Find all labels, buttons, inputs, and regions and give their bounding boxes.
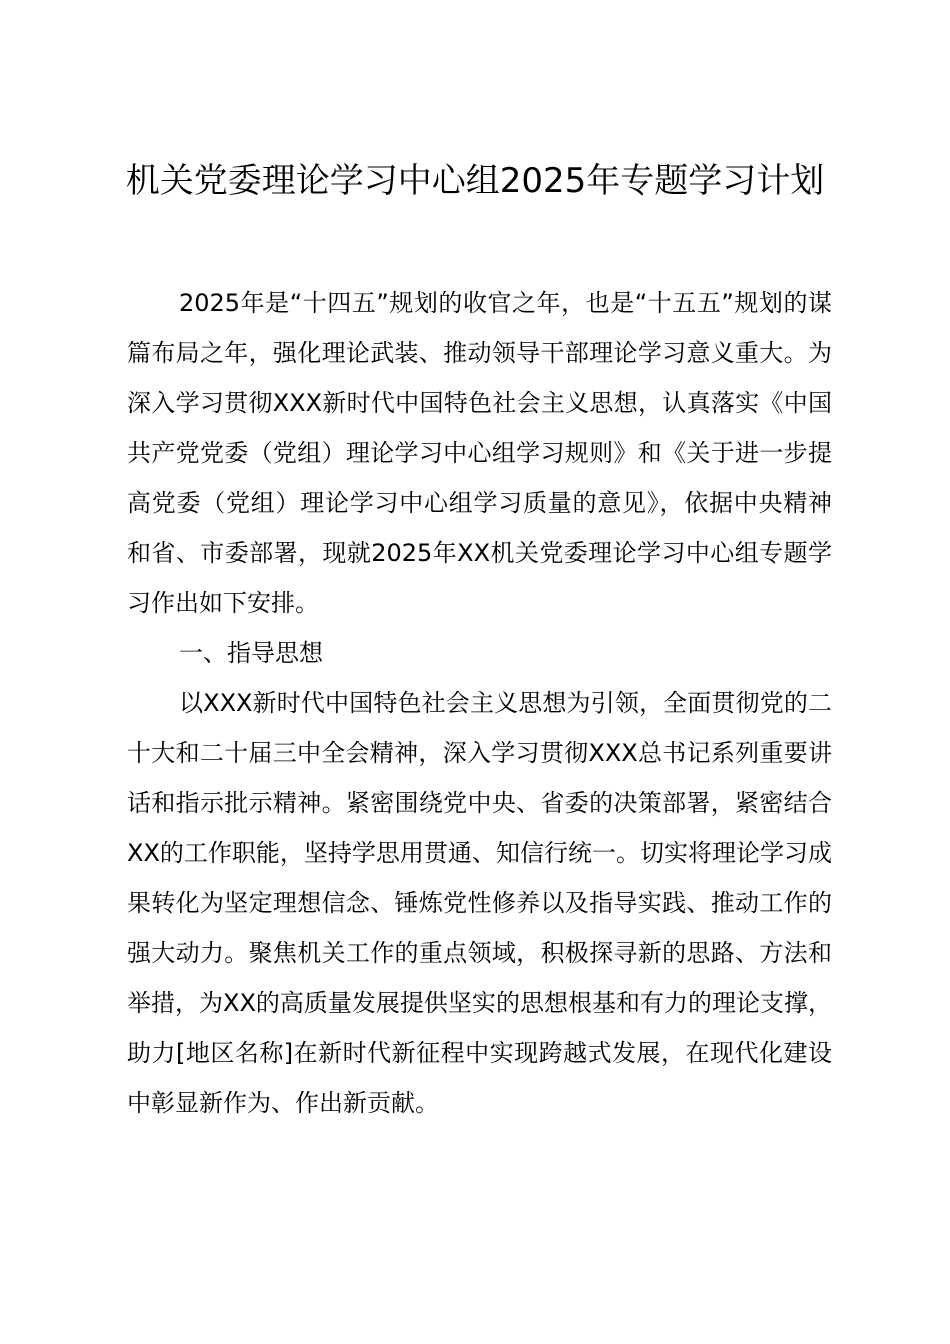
guiding-ideology-paragraph: 以XXX新时代中国特色社会主义思想为引领，全面贯彻党的二十大和二十届三中全会精神，深入学习贯彻XXX总书记系列重要讲话和指示批示精神。紧密围绕党中央、省委的决策部署，紧密结合XX的工作职能，坚持学思用贯通、知信行统一。切实将理论学习成果转化为坚定理想信念、锤炼党性修养以及指导实践、推动工作的强大动力。聚焦机关工作的重点领域，积极探寻新的思路、方法和举措，为XX的高质量发展提供坚实的思想根基和有力的理论支撑，助力[地区名称]在新时代新征程中实现跨越式发展，在现代化建设中彰显新作为、作出新贡献。 <box>127 689 832 1117</box>
intro-paragraph: 2025年是“十四五”规划的收官之年，也是“十五五”规划的谋篇布局之年，强化理论武装、推动领导干部理论学习意义重大。为深入学习贯彻XXX新时代中国特色社会主义思想，认真落实《中国共产党党委（党组）理论学习中心组学习规则》和《关于进一步提高党委（党组）理论学习中心组学习质量的意见》，依据中央精神和省、市委部署，现就2025年XX机关党委理论学习中心组专题学习作出如下安排。 <box>127 289 832 617</box>
document-title: 机关党委理论学习中心组2025年专题学习计划 <box>125 161 825 201</box>
section-heading-guiding-ideology: 一、指导思想 <box>179 639 323 667</box>
document-body <box>127 278 832 1128</box>
